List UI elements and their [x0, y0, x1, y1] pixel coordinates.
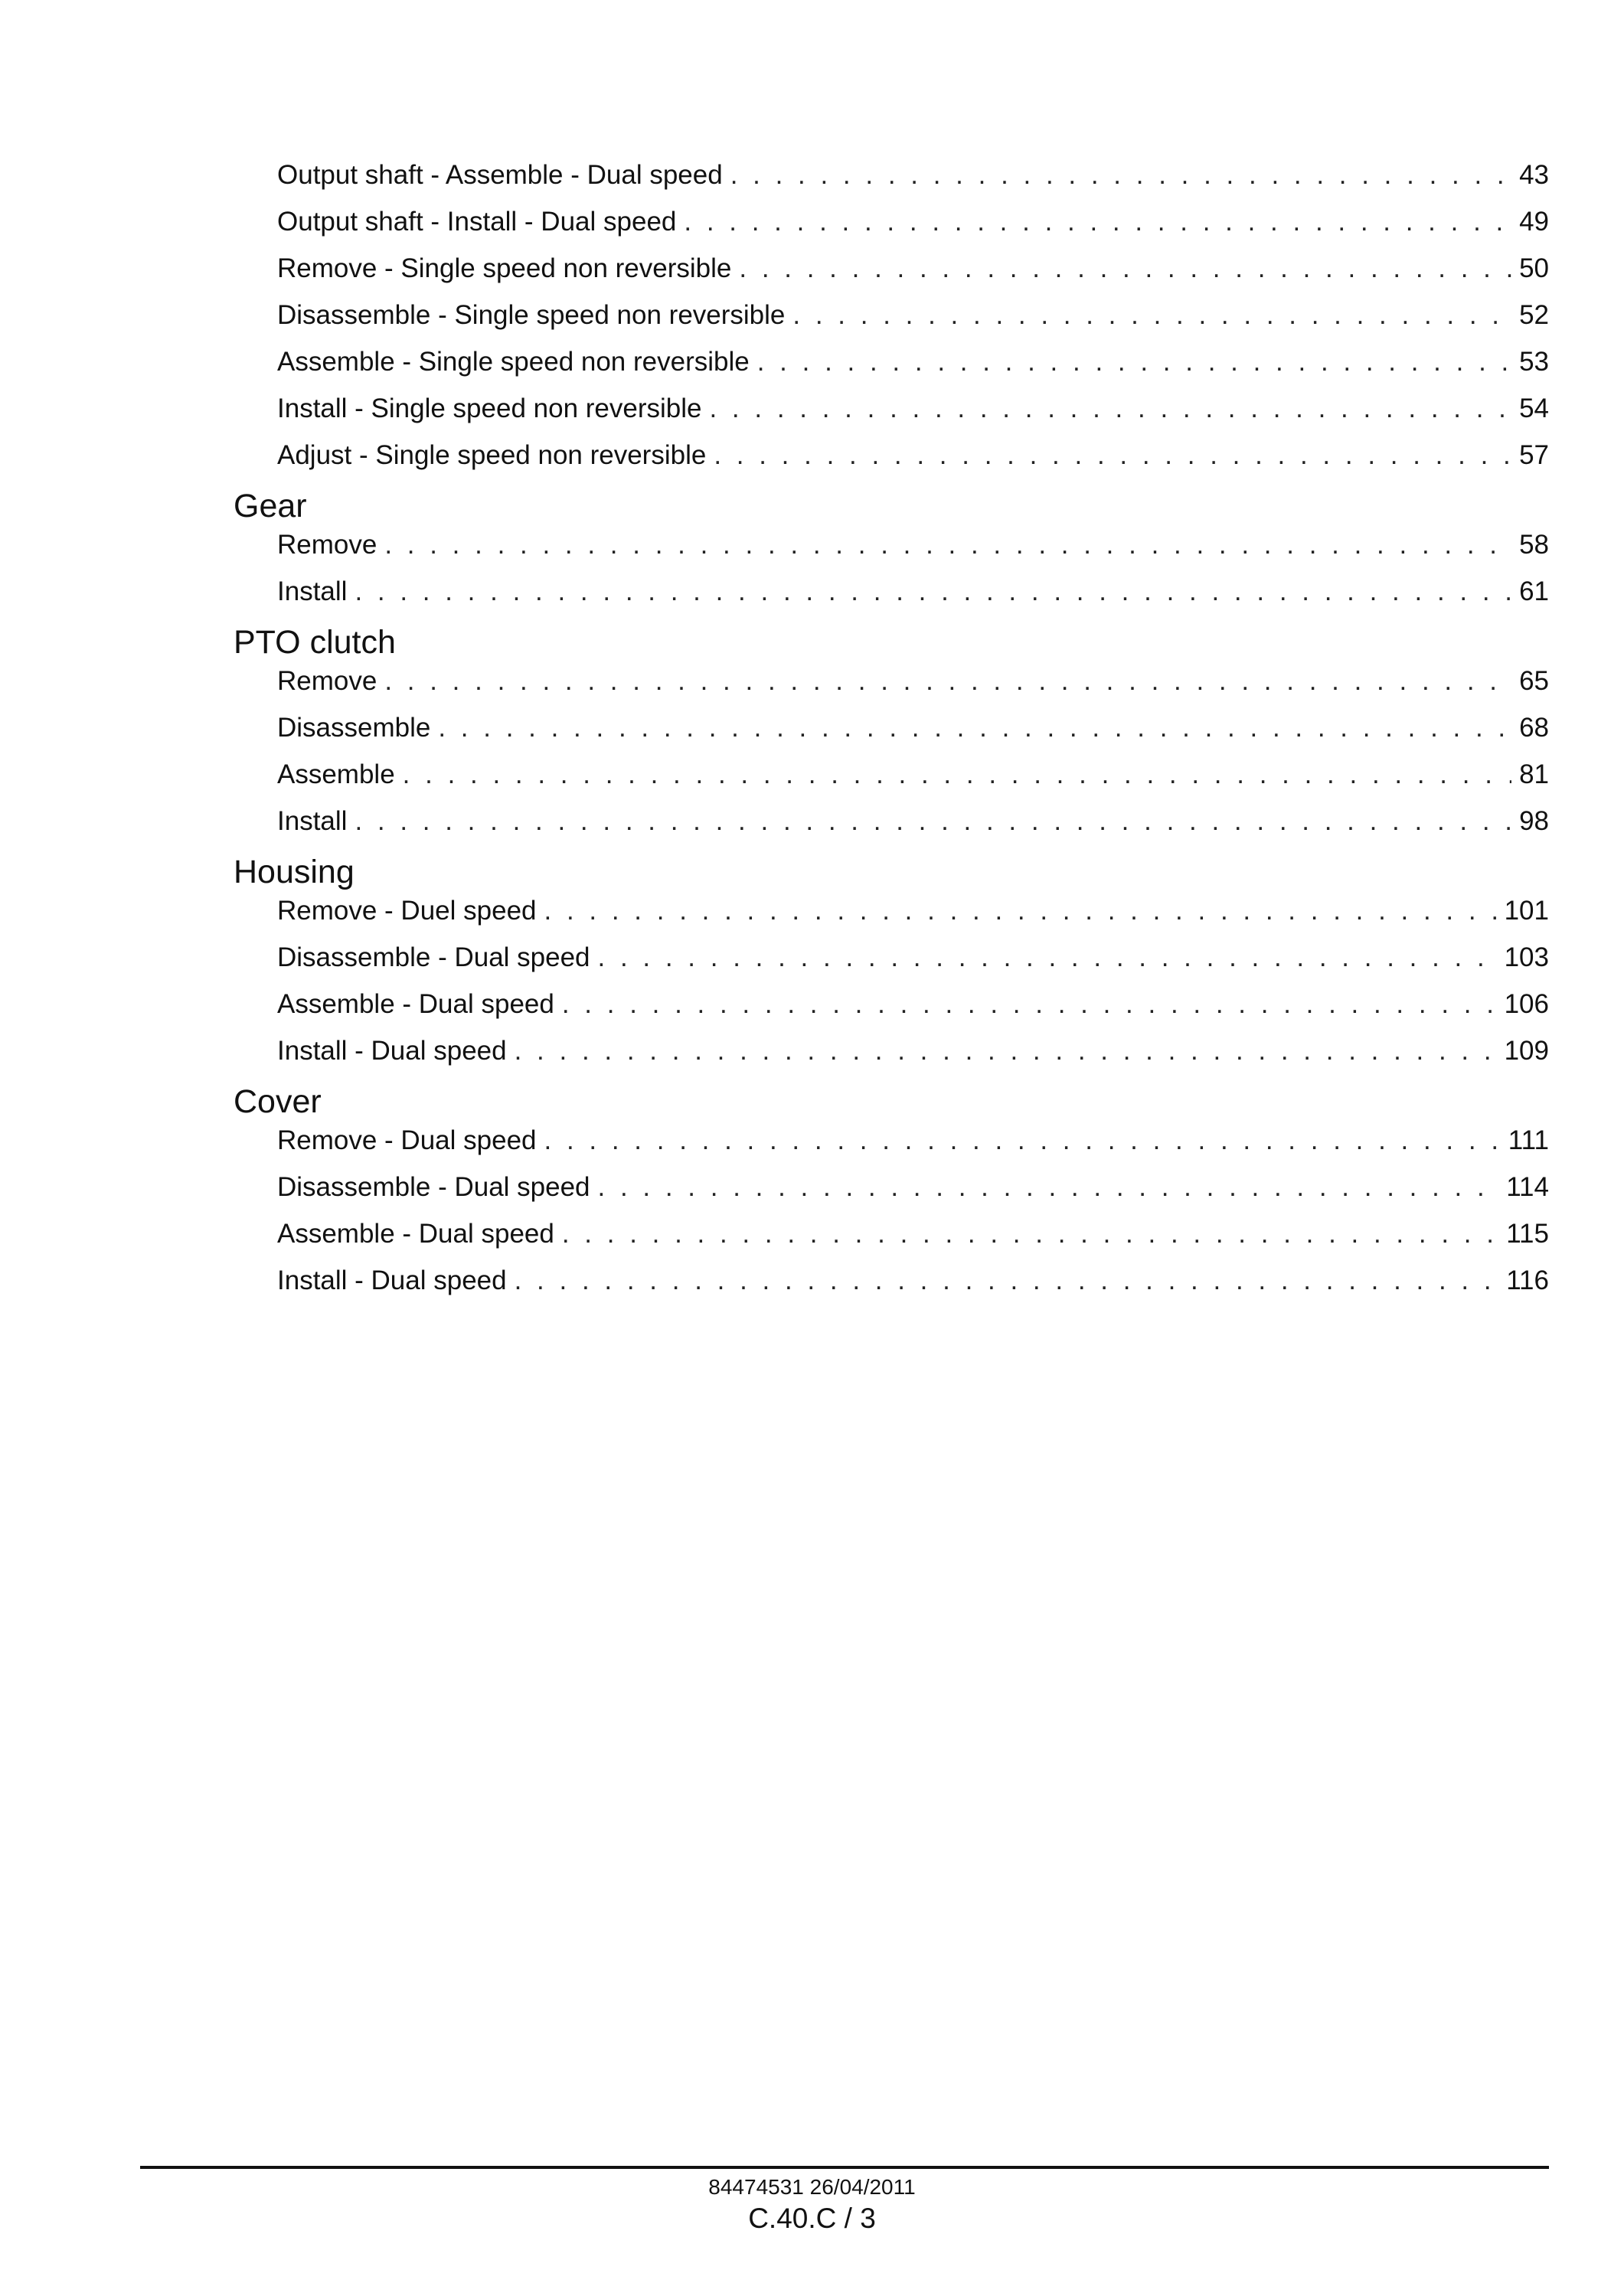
toc-entry[interactable] — [277, 658, 1549, 704]
dot-leader — [544, 887, 1497, 934]
toc-entry-page: 65 — [1519, 666, 1549, 696]
toc-entry-label: Output shaft - Assemble - Dual speed — [277, 160, 723, 190]
dot-leader — [709, 385, 1511, 432]
toc-entry-label: Output shaft - Install - Dual speed — [277, 207, 677, 237]
toc-entry[interactable] — [277, 292, 1549, 338]
toc-entry-page: 116 — [1506, 1266, 1549, 1295]
toc-entry-page: 109 — [1504, 1036, 1549, 1066]
toc-entry-page: 68 — [1519, 713, 1549, 743]
toc-entry-page: 49 — [1519, 207, 1549, 237]
toc-entry-label: Install — [277, 576, 348, 606]
toc-entry-page: 61 — [1519, 576, 1549, 606]
toc-entry-page: 101 — [1504, 896, 1549, 926]
dot-leader — [714, 432, 1511, 478]
toc-entry[interactable] — [277, 751, 1549, 798]
toc-entry[interactable] — [277, 1164, 1549, 1210]
dot-leader — [438, 704, 1511, 751]
dot-leader — [730, 152, 1511, 198]
section-heading-gear: Gear — [234, 488, 307, 524]
toc-entry-label: Remove - Single speed non reversible — [277, 253, 732, 283]
toc-entry-label: Remove - Duel speed — [277, 896, 537, 926]
dot-leader — [598, 934, 1497, 981]
toc-entry[interactable] — [277, 385, 1549, 432]
section-heading-cover: Cover — [234, 1083, 322, 1120]
section-heading-housing: Housing — [234, 854, 355, 890]
toc-entry-label: Adjust - Single speed non reversible — [277, 440, 707, 470]
toc-entry[interactable] — [277, 245, 1549, 292]
toc-entry-label: Install - Single speed non reversible — [277, 394, 702, 423]
footer-divider — [140, 2166, 1549, 2169]
toc-entry-page: 43 — [1519, 160, 1549, 190]
toc-entry-page: 52 — [1519, 300, 1549, 330]
toc-entry-label: Install - Dual speed — [277, 1036, 507, 1066]
dot-leader — [384, 658, 1511, 704]
toc-entry-page: 50 — [1519, 253, 1549, 283]
toc-entry-page: 53 — [1519, 347, 1549, 377]
toc-entry[interactable] — [277, 798, 1549, 844]
toc-entry-page: 115 — [1506, 1219, 1549, 1249]
dot-leader — [515, 1257, 1499, 1304]
toc-entry-page: 58 — [1519, 530, 1549, 560]
toc-entry-label: Remove — [277, 530, 377, 560]
section-heading-pto-clutch: PTO clutch — [234, 624, 396, 661]
dot-leader — [544, 1117, 1501, 1164]
dot-leader — [562, 1210, 1498, 1257]
toc-entry-page: 81 — [1519, 759, 1549, 789]
dot-leader — [403, 751, 1511, 798]
toc-entry-page: 111 — [1508, 1125, 1549, 1155]
dot-leader — [598, 1164, 1499, 1210]
toc-entry[interactable] — [277, 1257, 1549, 1304]
toc-entry[interactable] — [277, 1117, 1549, 1164]
dot-leader — [684, 198, 1511, 245]
toc-entry-page: 98 — [1519, 806, 1549, 836]
toc-entry-page: 114 — [1506, 1172, 1549, 1202]
footer-document-code: 84474531 26/04/2011 — [708, 2175, 916, 2199]
dot-leader — [384, 521, 1511, 568]
dot-leader — [739, 245, 1511, 292]
dot-leader — [562, 981, 1497, 1027]
toc-entry-label: Install — [277, 806, 348, 836]
toc-entry-label: Remove - Dual speed — [277, 1125, 537, 1155]
toc-entry-label: Disassemble - Single speed non reversible — [277, 300, 786, 330]
toc-entry-label: Disassemble — [277, 713, 431, 743]
toc-entry[interactable] — [277, 338, 1549, 385]
dot-leader — [355, 798, 1511, 844]
toc-entry-label: Assemble - Single speed non reversible — [277, 347, 750, 377]
toc-entry[interactable] — [277, 1210, 1549, 1257]
toc-entry-page: 57 — [1519, 440, 1549, 470]
toc-entry-label: Disassemble - Dual speed — [277, 942, 590, 972]
dot-leader — [515, 1027, 1497, 1074]
toc-entry-label: Assemble - Dual speed — [277, 1219, 554, 1249]
toc-entry[interactable] — [277, 521, 1549, 568]
toc-entry[interactable] — [277, 198, 1549, 245]
toc-entry[interactable] — [277, 934, 1549, 981]
toc-entry[interactable] — [277, 704, 1549, 751]
toc-entry-label: Disassemble - Dual speed — [277, 1172, 590, 1202]
toc-entry-page: 103 — [1504, 942, 1549, 972]
dot-leader — [757, 338, 1511, 385]
table-of-contents — [234, 152, 1549, 1304]
toc-entry-page: 106 — [1504, 989, 1549, 1019]
footer-page-reference: C.40.C / 3 — [748, 2203, 876, 2234]
toc-entry[interactable] — [277, 981, 1549, 1027]
toc-entry[interactable] — [277, 887, 1549, 934]
dot-leader — [355, 568, 1511, 615]
toc-entry[interactable] — [277, 432, 1549, 478]
toc-entry-label: Remove — [277, 666, 377, 696]
toc-entry[interactable] — [277, 568, 1549, 615]
toc-entry-label: Install - Dual speed — [277, 1266, 507, 1295]
toc-entry-label: Assemble - Dual speed — [277, 989, 554, 1019]
dot-leader — [792, 292, 1511, 338]
toc-entry-page: 54 — [1519, 394, 1549, 423]
toc-entry[interactable] — [277, 152, 1549, 198]
toc-entry-label: Assemble — [277, 759, 395, 789]
toc-entry[interactable] — [277, 1027, 1549, 1074]
